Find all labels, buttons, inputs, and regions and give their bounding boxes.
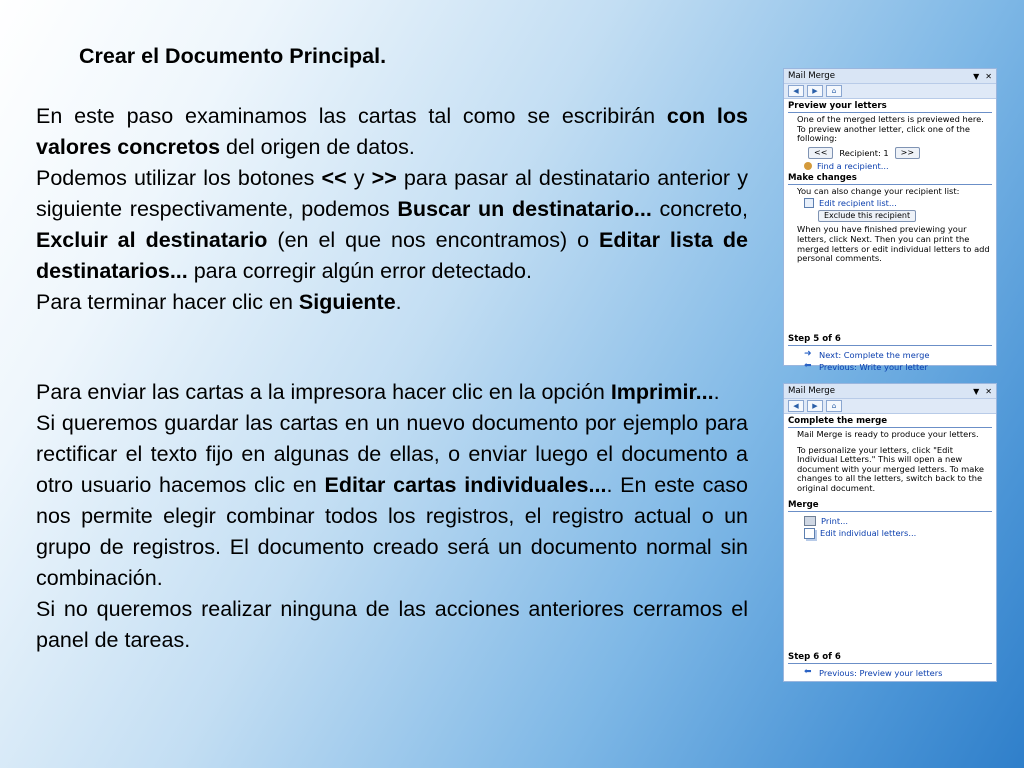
divider: [788, 184, 992, 185]
text: del origen de datos.: [220, 135, 415, 159]
bold-text: Imprimir...: [610, 380, 714, 404]
text: Si queremos guardar las cartas en un nuevo documento por ejemplo para rectificar el texto fijo en algunas de ellas, o enviar luego el documento a otro usuario hacemos clic en: [36, 411, 748, 497]
spacer: [784, 264, 996, 334]
finish-text: When you have finished previewing your letters, click Next. Then you can print the merged letters or edit individual letters to add personal comments.: [797, 224, 990, 264]
forward-icon[interactable]: ▶: [807, 400, 823, 412]
divider: [788, 427, 992, 428]
link-label: Edit individual letters...: [820, 528, 917, 539]
slide-body-1: [36, 101, 748, 318]
text: (en el que nos encontramos) o: [267, 228, 600, 252]
panel-title: Mail Merge: [788, 386, 836, 396]
arrow-left-icon: ⬅: [804, 667, 812, 678]
link-label: Edit recipient list...: [819, 198, 897, 209]
bold-text: con los valores concretos: [36, 104, 748, 159]
text: . En este caso nos permite elegir combinar todos los registros, el registro actual o un grupo de registros. El documento creado será un documento normal sin combinación.: [36, 473, 748, 590]
bold-text: <<: [321, 166, 347, 190]
text: .: [395, 290, 402, 314]
link-label: Previous: Write your letter: [819, 361, 928, 372]
find-recipient-icon: [804, 162, 812, 170]
close-icon[interactable]: ✕: [985, 71, 992, 81]
text: Podemos utilizar los botones: [36, 166, 322, 190]
paragraph-review: [36, 101, 748, 163]
paragraph-buttons: [36, 163, 748, 287]
panel-nav: [784, 84, 996, 99]
recipient-row: [784, 144, 996, 159]
printer-icon: [804, 516, 816, 526]
next-step-link[interactable]: [784, 348, 996, 360]
slide-title: Crear el Documento Principal.: [79, 44, 387, 68]
paragraph-print: [36, 377, 748, 408]
paragraph-next: [36, 287, 748, 318]
bold-text: Editar lista de destinatarios...: [36, 228, 749, 283]
make-changes-heading: Make changes: [788, 172, 857, 183]
mail-merge-panel-step5: [783, 68, 997, 372]
bold-text: Siguiente: [298, 290, 396, 314]
dropdown-arrow-icon[interactable]: ▼: [973, 386, 980, 396]
panel-nav: [784, 399, 996, 414]
back-icon[interactable]: ◀: [788, 400, 804, 412]
link-label: Find a recipient...: [817, 160, 889, 171]
text: para pasar al destinatario anterior y siguiente respectivamente, podemos: [36, 166, 748, 221]
bold-text: >>: [371, 166, 397, 190]
next-recipient-button[interactable]: >>: [895, 147, 920, 159]
recipient-list-icon: [804, 198, 814, 208]
previous-step-link[interactable]: [784, 666, 996, 678]
bold-text: Editar cartas individuales...: [324, 473, 607, 497]
close-icon[interactable]: ✕: [985, 386, 992, 396]
dropdown-arrow-icon[interactable]: ▼: [973, 71, 980, 81]
slide-body-2: [36, 377, 748, 656]
back-icon[interactable]: ◀: [788, 85, 804, 97]
divider: [788, 345, 992, 346]
text: Para enviar las cartas a la impresora hacer clic en la opción: [36, 380, 611, 404]
panel-titlebar: [784, 384, 996, 399]
link-label: Next: Complete the merge: [819, 349, 930, 360]
mail-merge-panel-step6: [783, 383, 997, 682]
text: concreto,: [651, 197, 748, 221]
recipient-label: Recipient: 1: [839, 147, 889, 158]
edit-individual-letters-link[interactable]: [784, 526, 996, 539]
previous-recipient-button[interactable]: <<: [808, 147, 833, 159]
step-label: Step 6 of 6: [788, 651, 841, 662]
arrow-right-icon: ➜: [804, 349, 812, 360]
text: .: [713, 380, 720, 404]
divider: [788, 511, 992, 512]
home-icon[interactable]: ⌂: [826, 400, 842, 412]
text: En este paso examinamos las cartas tal como se escribirán: [36, 104, 667, 128]
complete-text: Mail Merge is ready to produce your letters.: [797, 429, 979, 439]
bold-text: Excluir al destinatario: [36, 228, 268, 252]
personalize-text: To personalize your letters, click "Edit Individual Letters." This will open a new document with your merged letters. To make changes to all the letters, switch back to the original document.: [797, 444, 984, 493]
preview-text: One of the merged letters is previewed here. To preview another letter, click one of the following:: [797, 114, 984, 144]
complete-heading: Complete the merge: [788, 416, 888, 426]
paragraph-edit-individual: [36, 408, 748, 594]
previous-step-link[interactable]: [784, 360, 996, 372]
text: Para terminar hacer clic en: [36, 290, 299, 314]
merge-heading: Merge: [788, 499, 819, 510]
exclude-recipient-button[interactable]: Exclude this recipient: [818, 210, 916, 222]
step-label: Step 5 of 6: [788, 333, 841, 344]
divider: [788, 663, 992, 664]
link-label: Print...: [821, 515, 848, 526]
panel-titlebar: [784, 69, 996, 84]
text: para corregir algún error detectado.: [187, 259, 532, 283]
forward-icon[interactable]: ▶: [807, 85, 823, 97]
home-icon[interactable]: ⌂: [826, 85, 842, 97]
text: y: [346, 166, 372, 190]
bold-text: Buscar un destinatario...: [397, 197, 652, 221]
preview-heading: Preview your letters: [788, 101, 887, 111]
link-label: Previous: Preview your letters: [819, 667, 943, 678]
find-recipient-link[interactable]: [784, 159, 996, 171]
arrow-left-icon: ⬅: [804, 361, 812, 372]
panel-title: Mail Merge: [788, 71, 836, 81]
spacer: [784, 539, 996, 652]
edit-recipient-list-link[interactable]: [784, 196, 996, 208]
divider: [788, 112, 992, 113]
documents-icon: [804, 528, 815, 539]
paragraph-close: Si no queremos realizar ninguna de las acciones anteriores cerramos el panel de tareas.: [36, 597, 748, 652]
changes-text: You can also change your recipient list:: [797, 185, 960, 196]
print-link[interactable]: [784, 514, 996, 526]
